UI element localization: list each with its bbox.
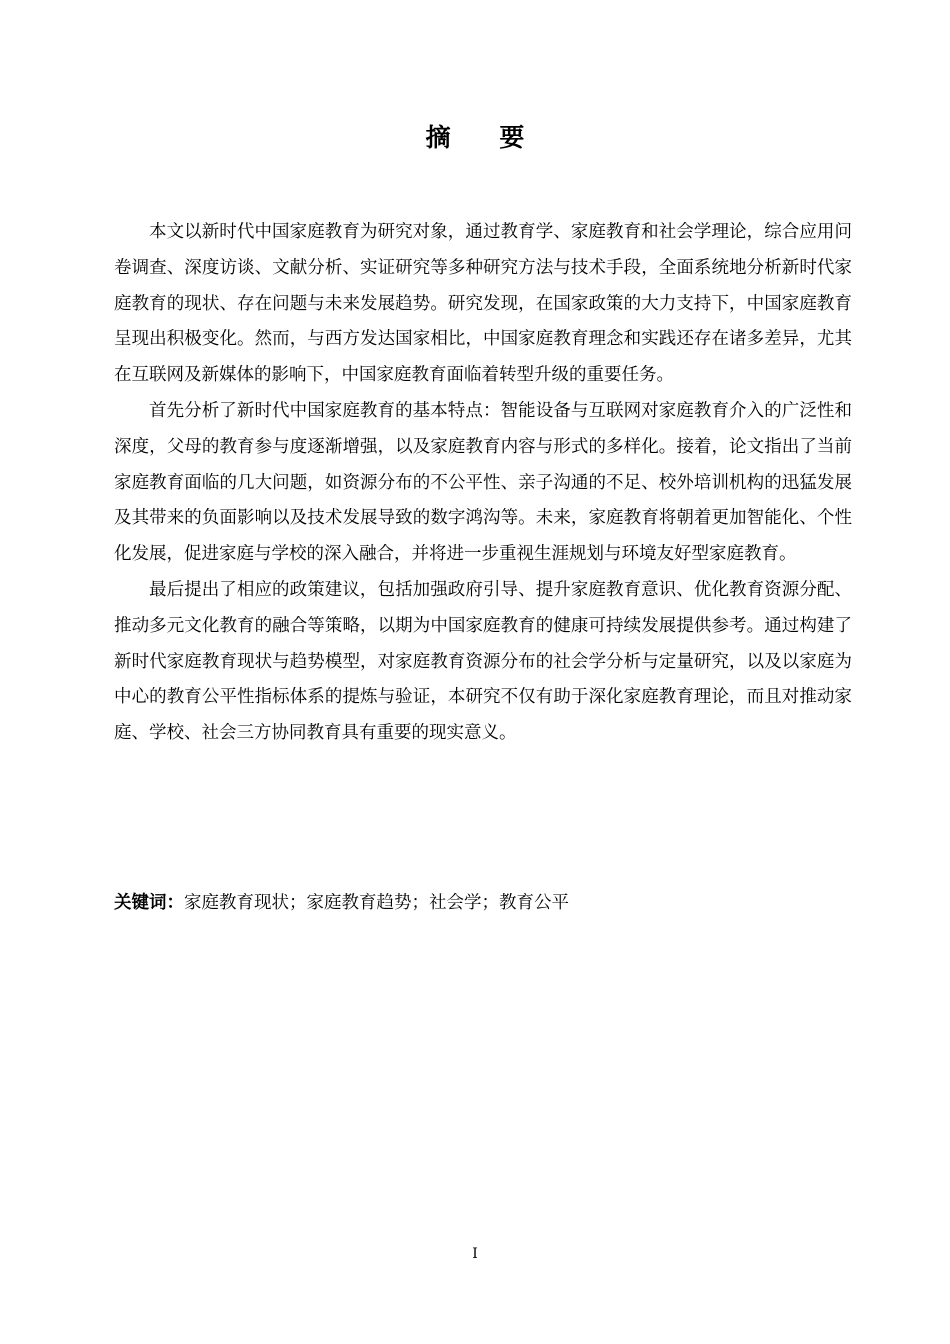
keywords-line (114, 886, 852, 920)
keywords-label: 关键词： (114, 893, 184, 913)
keywords-text: 家庭教育现状；家庭教育趋势；社会学；教育公平 (184, 893, 569, 913)
abstract-paragraph-1: 本文以新时代中国家庭教育为研究对象，通过教育学、家庭教育和社会学理论，综合应用问卷调查、深度访谈、文献分析、实证研究等多种研究方法与技术手段，全面系统地分析新时代家庭教育的现状、存在问题与未来发展趋势。研究发现，在国家政策的大力支持下，中国家庭教育呈现出积极变化。然而，与西方发达国家相比，中国家庭教育理念和实践还存在诸多差异，尤其在互联网及新媒体的影响下，中国家庭教育面临着转型升级的重要任务。 (114, 222, 852, 386)
abstract-body (114, 215, 852, 752)
abstract-title: 摘 要 (425, 123, 545, 152)
page-number: I (472, 1246, 478, 1262)
abstract-paragraph-3: 最后提出了相应的政策建议，包括加强政府引导、提升家庭教育意识、优化教育资源分配、推动多元文化教育的融合等策略，以期为中国家庭教育的健康可持续发展提供参考。通过构建了新时代家庭教育现状与趋势模型，对家庭教育资源分布的社会学分析与定量研究，以及以家庭为中心的教育公平性指标体系的提炼与验证，本研究不仅有助于深化家庭教育理论，而且对推动家庭、学校、社会三方协同教育具有重要的现实意义。 (114, 579, 852, 744)
abstract-paragraph-2: 首先分析了新时代中国家庭教育的基本特点：智能设备与互联网对家庭教育介入的广泛性和深度，父母的教育参与度逐渐增强，以及家庭教育内容与形式的多样化。接着，论文指出了当前家庭教育面临的几大问题，如资源分布的不公平性、亲子沟通的不足、校外培训机构的迅猛发展及其带来的负面影响以及技术发展导致的数字鸿沟等。未来，家庭教育将朝着更加智能化、个性化发展，促进家庭与学校的深入融合，并将进一步重视生涯规划与环境友好型家庭教育。 (114, 400, 852, 565)
